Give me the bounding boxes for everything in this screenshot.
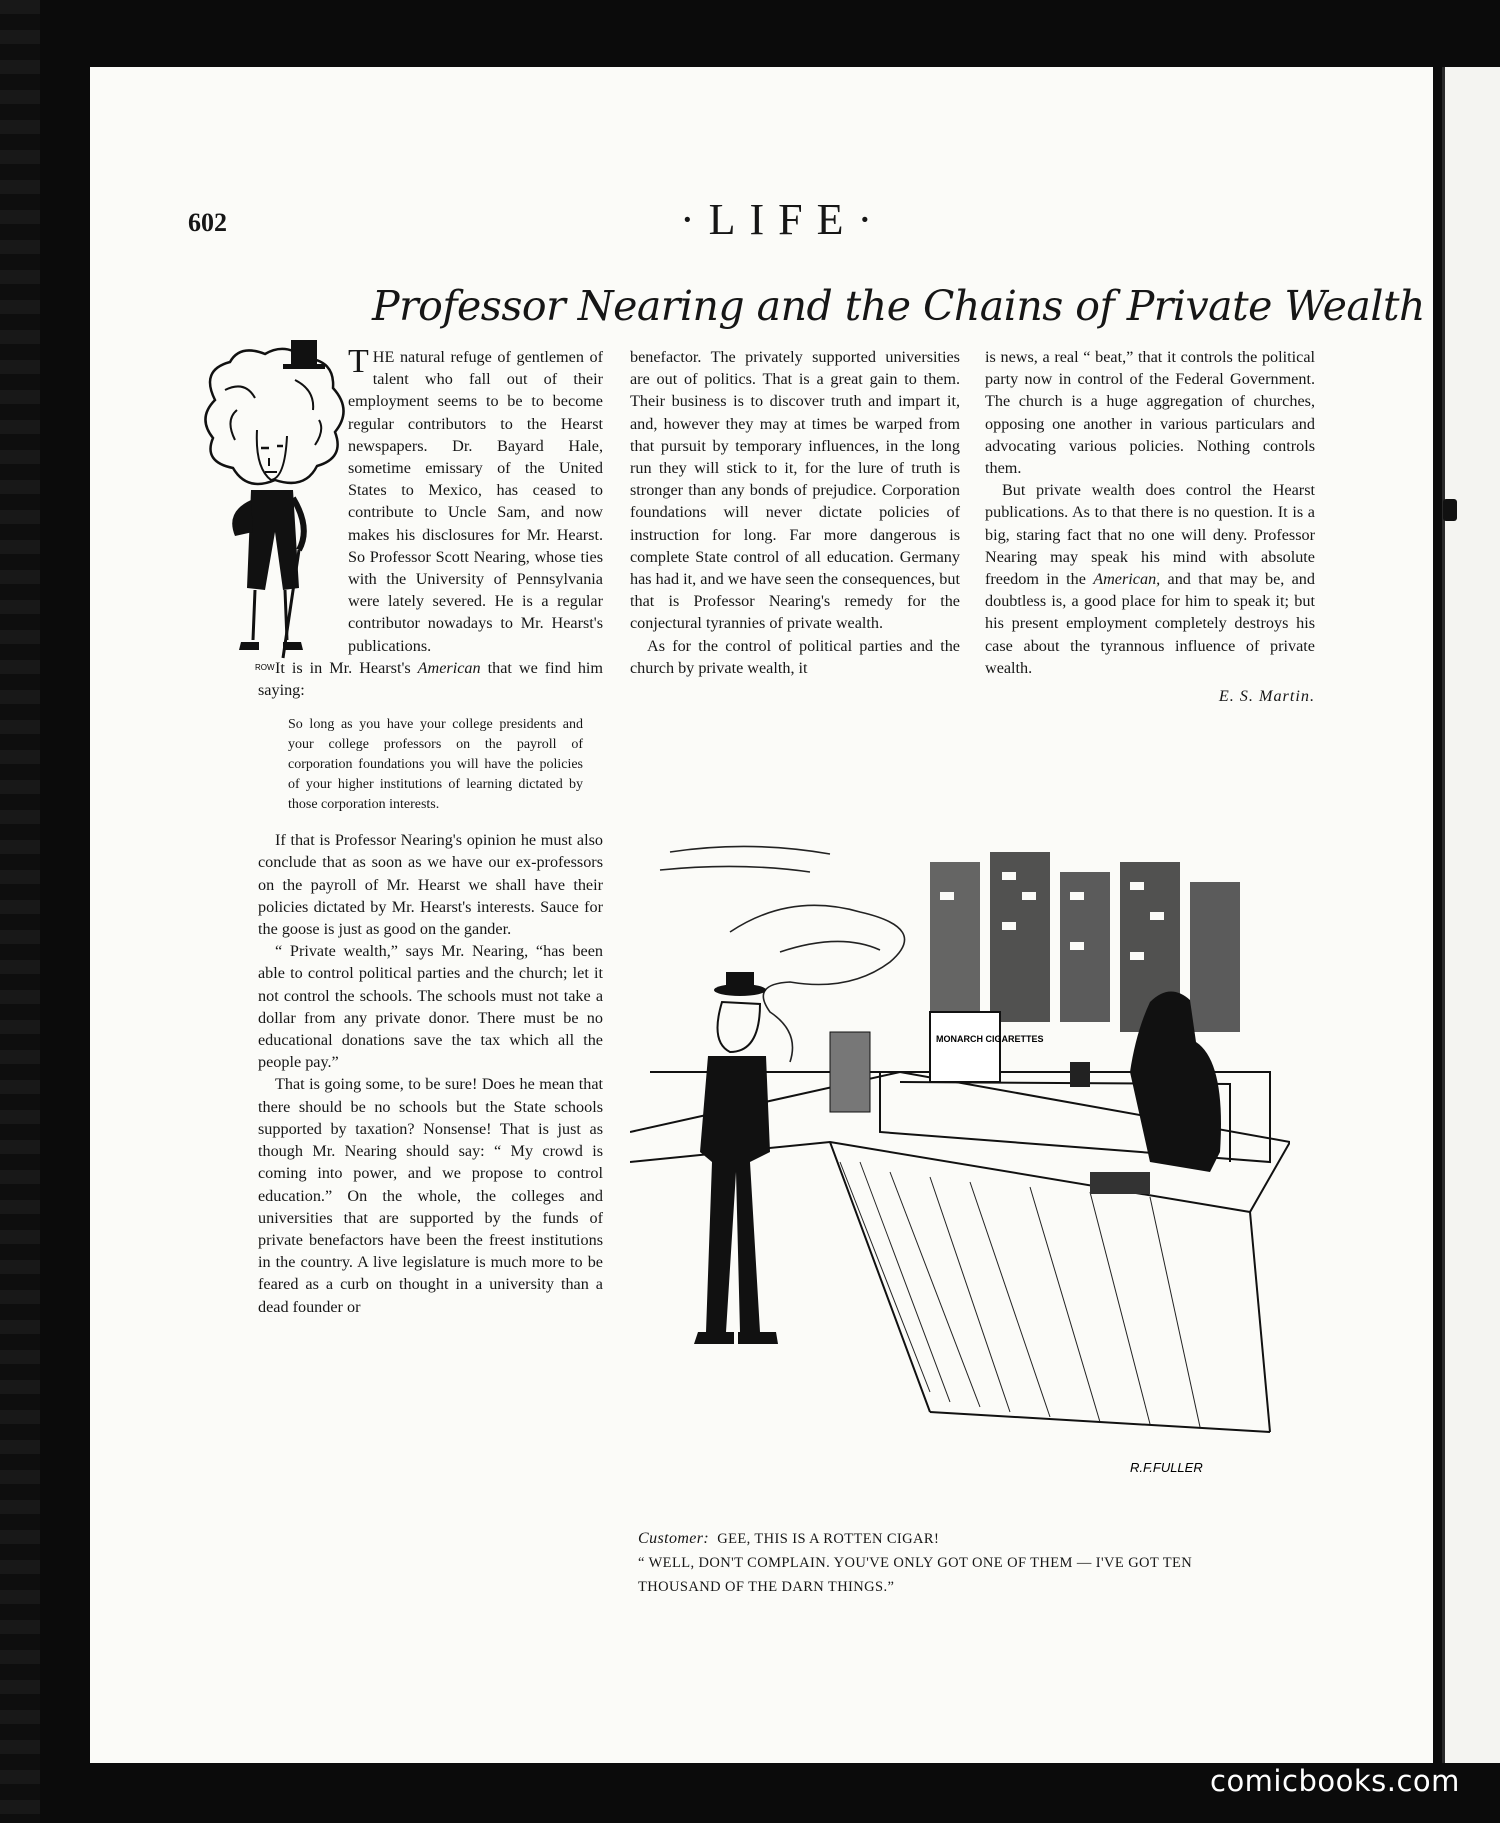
- article-column-3: [985, 346, 1315, 707]
- drop-cap: T: [348, 343, 369, 380]
- page-number: 602: [188, 208, 227, 237]
- block-quote: So long as you have your college presidents and your college professors on the payroll of corporation foundations you will have the policies of your higher institutions of learning dictated by those corporation interests.: [288, 717, 583, 813]
- column2-paragraph-1: benefactor. The privately supported universities are out of politics. That is a great gain to them. Their business is to discover truth and impart it, and, however they may at times be warped from that pursuit by temporary influences, in the long run they will stick to it, for the lure of truth is stronger than any bonds of prejudice. Corporation foundations will never dictate policies of instruction for long. Far more dangerous is complete State control of all education. Germany has had it, and we have seen the consequences, but that is Professor Nearing's remedy for the conjectural tyrannies of private wealth.: [630, 348, 960, 633]
- scan-border: [0, 0, 40, 1823]
- caption-line-2: “ WELL, DON'T COMPLAIN. YOU'VE ONLY GOT ONE OF THEM — I'VE GOT TEN THOUSAND OF THE DARN THINGS.”: [638, 1555, 1193, 1595]
- column3-paragraph-2: But private wealth does control the Hearst publications. As to that there is no question. It is a big, staring fact that no one will deny. Professor Nearing may speak his mind with absolute freedom in the American, and that may be, and doubtless is, a good place for him to speak it; but his present employment completely destroys his case about the tyrannous influence of private wealth.: [985, 481, 1315, 677]
- column2-paragraph-2: As for the control of political parties and the church by private wealth, it: [630, 636, 960, 677]
- column1-paragraph-1: HE natural refuge of gentlemen of talent who fall out of their employment seems to be to become regular contributors to the Hearst newspapers. Dr. Bayard Hale, sometime emissary of the United States to Mexico, has ceased to contribute to Uncle Sam, and now makes his disclosures for Mr. Hearst. So Professor Scott Nearing, whose ties with the University of Pennsylvania were lately severed. He is a regular contributor nowadays to Mr. Hearst's publications.: [348, 348, 603, 655]
- caricature-signature: ROW: [255, 663, 275, 672]
- caption-speaker: Customer:: [638, 1530, 710, 1547]
- cigar-store-cartoon: [630, 832, 1290, 1512]
- author-signature: E. S. Martin.: [1218, 687, 1315, 706]
- article-headline: Professor Nearing and the Chains of Private Wealth: [372, 282, 1425, 330]
- facing-page-edge: [1442, 67, 1500, 1763]
- column1-paragraph-3: If that is Professor Nearing's opinion he must also conclude that as soon as we have our ex-professors on the payroll of Mr. Hearst we shall have their policies dictated by Mr. Hearst's interests. Sauce for the goose is just as good on the gander.: [258, 831, 603, 939]
- site-watermark: comicbooks.com: [1210, 1764, 1460, 1798]
- artist-signature: R.F.FULLER: [1130, 1460, 1203, 1475]
- monarch-sign: MONARCH CIGARETTES: [936, 1034, 1044, 1044]
- column1-paragraph-2: It is in Mr. Hearst's American that we find him saying:: [258, 658, 604, 700]
- column1-paragraph-5: That is going some, to be sure! Does he mean that there should be no schools but the State schools supported by taxation? Nonsense! That is just as though Mr. Nearing should say: “ My crowd is coming into power, and we propose to control education.” On the whole, the colleges and universities that are supported by the funds of private benefactors have been the freest institutions in the country. A live legislature is much more to be feared as a curb on thought in a university than a dead founder or: [258, 1075, 603, 1316]
- column1-paragraph-4: “ Private wealth,” says Mr. Nearing, “has been able to control political parties and the church; let it not control the schools. The schools must not take a dollar from any private donor. There must be no educational donations save the tax which all the people pay.”: [258, 942, 603, 1072]
- masthead: ·LIFE·: [680, 195, 887, 244]
- article-column-2: [630, 346, 960, 679]
- column3-paragraph-1: is news, a real “ beat,” that it controls the political party now in control of the Federal Government. The church is a huge aggregation of churches, opposing one another in various particulars and advocating various policies. Nothing controls them.: [985, 348, 1315, 478]
- article-column-1: [258, 343, 604, 1318]
- cartoon-caption: [638, 1527, 1278, 1599]
- caption-line-1: GEE, THIS IS A ROTTEN CIGAR!: [717, 1531, 940, 1547]
